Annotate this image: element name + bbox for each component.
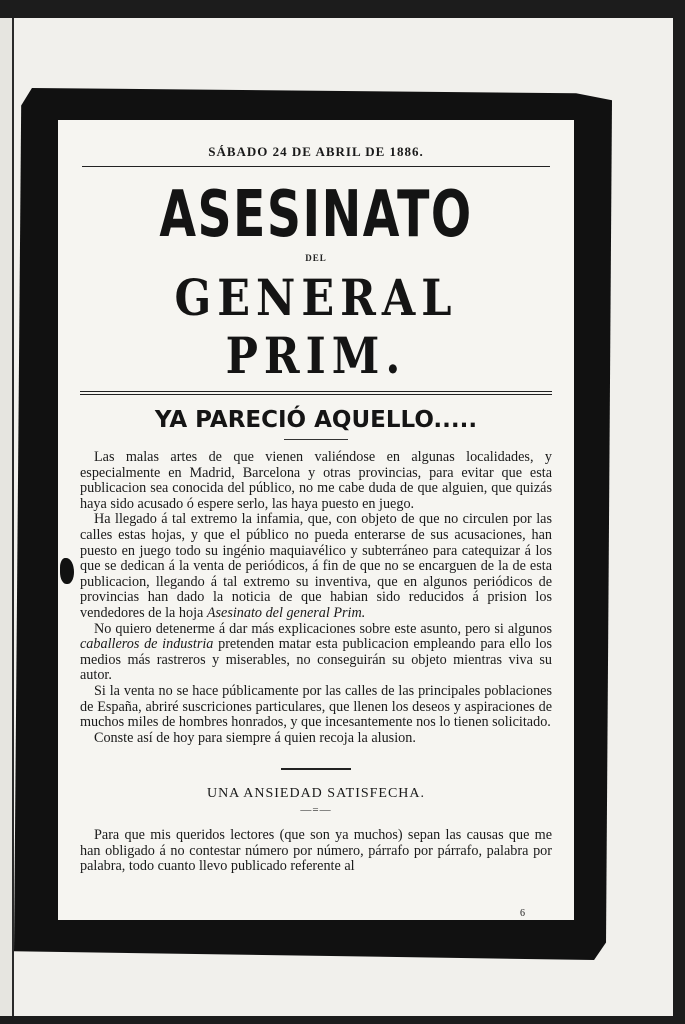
double-rule bbox=[80, 391, 552, 395]
headline-connector: DEL bbox=[305, 253, 327, 263]
paragraph-3 bbox=[80, 622, 552, 684]
title-underline bbox=[284, 439, 348, 440]
paragraph-3-text: No quiero detenerme á dar más explicaciones sobre este asunto, pero si algunos bbox=[94, 620, 552, 637]
subheadline: GENERAL PRIM. bbox=[174, 268, 458, 385]
italic-title: Asesinato del general Prim. bbox=[206, 604, 366, 621]
printed-page bbox=[58, 120, 574, 920]
section-2-body bbox=[80, 828, 552, 875]
paragraph-1: Las malas artes de que vienen valiéndose en algunas localidades, y especialmente en Madrid, Barcelona y otras provincias, para evitar que esta publicacion sea conocida del público, no me cabe duda de que alguien, que quizás haya sido acusado ó espere serlo, las haya puesto en juego. bbox=[80, 449, 552, 512]
previous-page-edge bbox=[0, 18, 14, 1016]
ink-blot bbox=[60, 558, 74, 584]
paragraph-2 bbox=[80, 512, 552, 621]
italic-phrase: caballeros de industria bbox=[80, 636, 214, 653]
ornament: —=— bbox=[300, 804, 332, 817]
paragraph-2-text: Ha llegado á tal extremo la infamia, que, con objeto de que no circulen por las calles estas hojas, y que el público no pueda enterarse de sus acusaciones, han puesto en juego todo su ingénio maquiavélico y subterráneo para catequizar á los que se dedican á la venta de periódicos, á fin de que no se encarguen de la de esta publicacion, llegando á tal extremo su inventiva, que en algunos periódicos de provincias han dado la noticia de que habian sido reducidos á prision los vendedores de la hoja bbox=[80, 511, 552, 621]
section-2-title: UNA ANSIEDAD SATISFECHA. bbox=[206, 786, 426, 802]
paragraph-3-rest: pretenden matar esta publicacion empleando para ello los medios más rastreros y miserables, no conseguirán su objeto mientras viva su autor. bbox=[80, 636, 552, 684]
paragraph-4: Si la venta no se hace públicamente por las calles de las principales poblaciones de España, abriré suscriciones particulares, que llenen los deseos y aspiraciones de muchos miles de hombres honrados, y que incesantemente nos lo tienen solicitado. bbox=[80, 682, 552, 731]
page-number: 6 bbox=[520, 908, 525, 919]
paragraph-final: Para que mis queridos lectores (que son ya muchos) sepan las causas que me han obligado á no contestar número por número, párrafo por párrafo, palabra por palabra, todo cuanto llevo publicado referente al bbox=[80, 827, 552, 875]
date-rule bbox=[82, 166, 550, 167]
article-body bbox=[80, 450, 552, 746]
paragraph-5: Conste así de hoy para siempre á quien recoja la alusion. bbox=[94, 729, 416, 746]
section-divider bbox=[281, 768, 351, 770]
headline: ASESINATO bbox=[159, 178, 473, 252]
section-title: YA PARECIÓ AQUELLO..... bbox=[154, 407, 478, 433]
date-line: SÁBADO 24 DE ABRIL DE 1886. bbox=[208, 144, 424, 159]
